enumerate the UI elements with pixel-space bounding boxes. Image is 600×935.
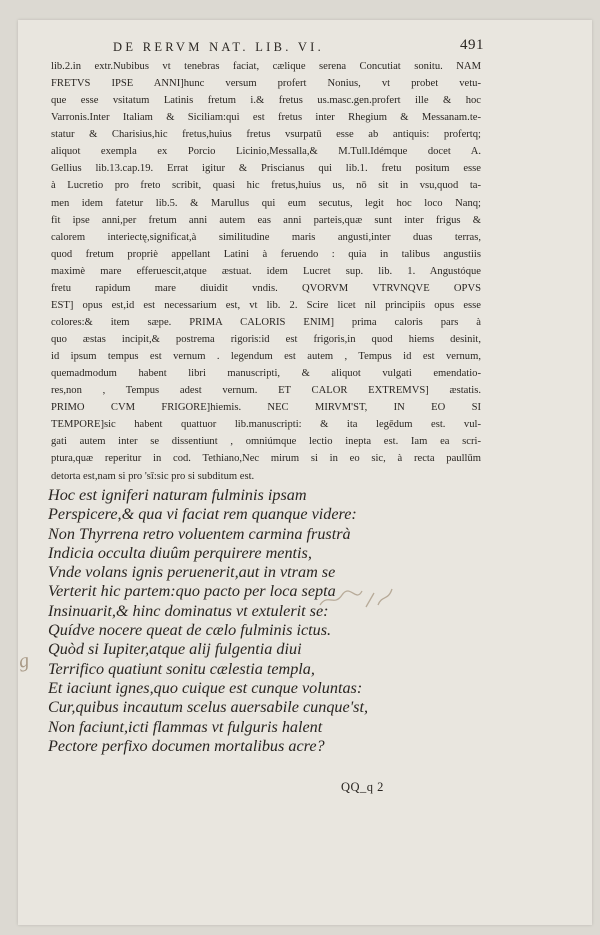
commentary-line: quemadmodum habent libri manuscripti, & aliquot vulgati emendatio- — [51, 368, 481, 380]
verse-line: Non faciunt,icti flammas vt fulguris halent — [48, 717, 323, 736]
verse-line: Terrifico quatiunt sonitu cælestia templa, — [48, 659, 315, 678]
commentary-line: detorta est,nam si pro 'sī:sic pro si subditum est. — [51, 470, 255, 482]
commentary-line: maximè mare efferuescit,atque æstuat. idem Lucret sup. lib. 1. Angustóque — [51, 265, 481, 277]
commentary-line: lib.2.in extr.Nubibus vt tenebras faciat, cælique serena Concutiat sonitu. NAM — [51, 61, 481, 72]
commentary-line: que esse vsitatum Latinis fretum i.& fretus us.masc.gen.profert ille & hoc — [51, 95, 481, 107]
commentary-line: fit ipse anni,per fretum anni autem eas anni parteis,quæ sunt inter frigus & — [51, 214, 481, 226]
page-number: 491 — [460, 37, 484, 53]
commentary-line: quod fretum propriè appellant Latini à feruendo : quia in talibus angustiis — [51, 248, 481, 260]
commentary-line: fretu rapidum mare diuidit vndis. QVORVM VTRVNQVE OPVS — [51, 282, 481, 294]
commentary-line: EST] opus est,id est necessarium est, vt lib. 2. Scire licet nil principiis opus esse — [51, 299, 481, 311]
commentary-line: TEMPORE]sic habent quattuor lib.manuscripti: & ita legēdum est. vul- — [51, 419, 481, 431]
verse-line: Pectore perfixo documen mortalibus acre? — [48, 736, 325, 755]
verse-line: Quòd si Iupiter,atque alij fulgentia diui — [48, 640, 302, 659]
margin-handwritten-mark: g — [17, 649, 31, 673]
verse-line: Quídve nocere queat de cælo fulminis ictus. — [48, 621, 332, 640]
commentary-line: res,non , Tempus adest vernum. ET CALOR EXTREMVS] æstatis. — [51, 385, 481, 397]
verse-line: Verterit hic partem:quo pacto per loca septa — [48, 582, 336, 601]
commentary-line: gati autem inter se dissentiunt , omniúmque lectio inepta est. Iam ea scri- — [51, 436, 481, 448]
verse-line: Non Thyrrena retro voluentem carmina frustrà — [48, 524, 351, 543]
commentary-line: colores:& item sæpe. PRIMA CALORIS ENIM] prima caloris pars à — [51, 316, 481, 328]
verse-line: Perspicere,& qua vi faciat rem quanque videre: — [48, 505, 357, 524]
commentary-line: aliquot exempla ex Porcio Licinio,Messalla,& M.Tull.Idémque docet A. — [51, 146, 481, 158]
commentary-line: statur & Charisius,hic fretus,huius fretus vsurpatū esse ab antiquis: profertq; — [51, 129, 481, 141]
verse-line: Insinuarit,& hinc dominatus vt extulerit se: — [48, 601, 329, 620]
signature-mark: QQ_q 2 — [341, 780, 384, 794]
commentary-line: Gellius lib.13.cap.19. Errat igitur & Priscianus qui lib.1. fretu positum esse — [51, 163, 481, 175]
verse-line: Cur,quibus incautum scelus auersabile cunque'st, — [48, 698, 368, 717]
commentary-line: PRIMO CVM FRIGORE]hiemis. NEC MIRVM'ST, IN EO SI — [51, 402, 481, 414]
commentary-line: calorem interiectę,significat,à similitudine maris angusti,inter duas terras, — [51, 231, 481, 243]
verse-line: Indicia occulta diuûm perquirere mentis, — [48, 543, 312, 562]
handwritten-scribble-icon — [316, 585, 396, 613]
commentary-line: quo æstas incipit,& postrema rigoris:id est frigoris,in quod hiems desinit, — [51, 334, 481, 345]
running-head: DE RERVM NAT. LIB. VI. — [113, 40, 325, 54]
commentary-line: id ipsum tempus est vernum . legendum est autem , Tempus id est vernum, — [51, 351, 481, 363]
commentary-line: Varronis.Inter Italiam & Siciliam:qui est fretus inter Rhegium & Messanam.te- — [51, 112, 481, 124]
commentary-line: ptura,quæ reperitur in cod. Tethiano,Nec mirum si in eo sic, à recta paullūm — [51, 453, 481, 465]
commentary-block — [51, 58, 481, 485]
commentary-line: à Lucretio pro freto scribit, quasi hic fretus,huius us, nō sit in vsu,quod ta- — [51, 180, 481, 192]
book-page — [18, 20, 592, 925]
verse-block — [48, 486, 478, 756]
verse-line: Hoc est igniferi naturam fulminis ipsam — [48, 486, 307, 504]
verse-line: Vnde volans ignis peruenerit,aut in vtram se — [48, 563, 336, 582]
commentary-line: men idem fatetur lib.5. & Marullus qui eum secutus, legit hoc loco Nanq; — [51, 197, 481, 209]
verse-line: Et iaciunt ignes,quo cuique est cunque voluntas: — [48, 678, 363, 697]
commentary-line: FRETVS IPSE ANNI]hunc versum profert Nonius, vt probet vetu- — [51, 78, 481, 90]
